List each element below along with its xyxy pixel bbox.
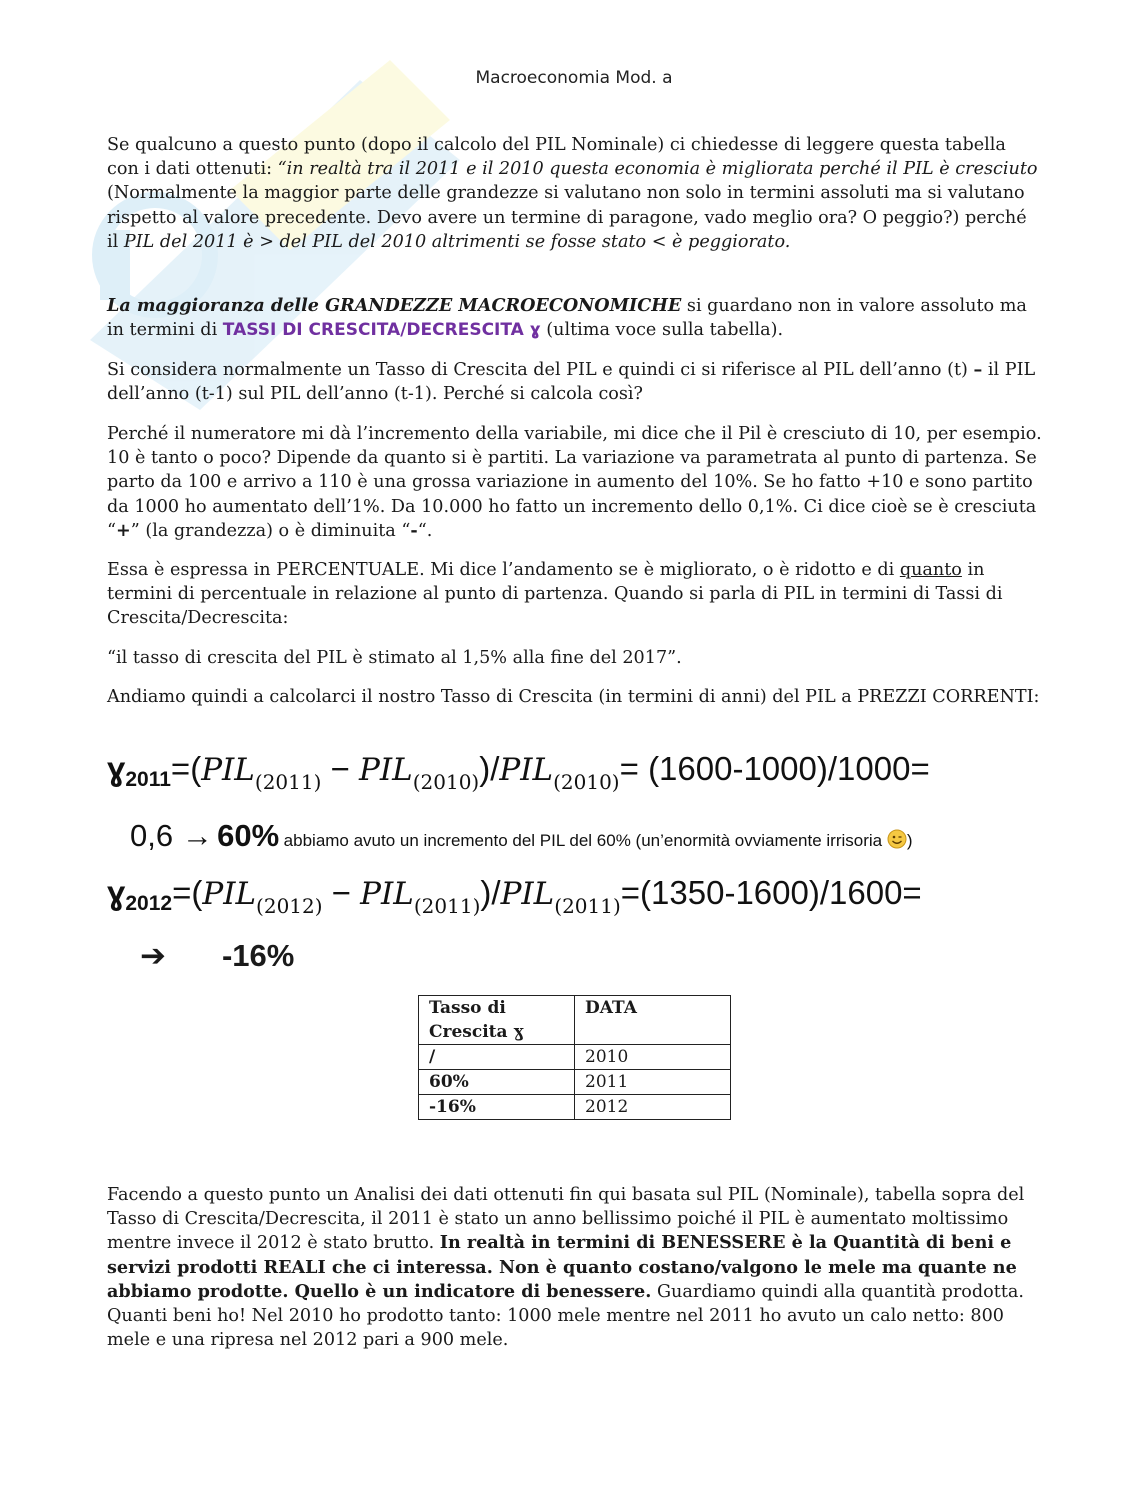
table-row: -16% 2012 [419,1095,731,1120]
paragraph-calculation-intro: Andiamo quindi a calcolarci il nostro Tasso di Crescita (in termini di anni) del PIL a PREZZI CORRENTI: [107,687,1040,707]
growth-rate-table [418,995,731,1120]
paragraph-numerator-explanation: Perché il numeratore mi dà l’incremento della variabile, mi dice che il Pil è cresciuto di 10, per esempio. 10 è tanto o poco? Dipende da quanto si è partiti. La variazione va parametrata al punto di partenza. Se parto da 100 e arrivo a 110 è una grossa variazione in aumento del 10%. Se ho fatto +10 e sono partito da 1000 ho aumentato dell’1%. Da 10.000 ho fatto un incremento dello 0,1%. Ci dice cioè se è cresciuta “+” (la grandezza) o è diminuita “-“. [107,424,1042,541]
paragraph-macro-quantities: La maggioranza delle GRANDEZZE MACROECONOMICHE si guardano non in valore assoluto ma in termini di TASSI DI CRESCITA/DECRESCITA ɣ (ultima voce sulla tabella). [107,295,1027,341]
paragraph-growth-rate-definition: Si considera normalmente un Tasso di Crescita del PIL e quindi ci si riferisce al PIL dell’anno (t) – il PIL dell’anno (t-1) sul PIL dell’anno (t-1). Perché si calcola così? [107,359,1036,405]
result-2012: ➔ -16% [140,938,295,973]
formula-growth-2011: $ɣ_{2011}=(PIL_{(2011)} - PIL_{(2010)})/PIL_{(2010)}= (1600-1000)/1000=$ [107,750,930,794]
page-header: Macroeconomia Mod. a [475,68,673,88]
arrow-right-icon: ➔ [140,938,166,973]
paragraph-quote: “il tasso di crescita del PIL è stimato al 1,5% alla fine del 2017”. [107,648,682,668]
table-header-rate: Tasso di Crescita ɣ [419,996,575,1045]
table-header-row [419,996,731,1045]
table-header-date: DATA [575,996,731,1045]
paragraph-percentage: Essa è espressa in PERCENTUALE. Mi dice l’andamento se è migliorato, o è ridotto e di quanto in termini di percentuale in relazione al punto di partenza. Quando si parla di PIL in termini di Tassi di Crescita/Decrescita: [107,560,1003,629]
formula-growth-2012: $ɣ_{2012}=(PIL_{(2012)} - PIL_{(2011)})/PIL_{(2011)}=(1350-1600)/1600=$ [107,874,922,918]
result-2011: 0,6 → 60% abbiamo avuto un incremento del PIL del 60% (un’enormità ovviamente irrisoria ) [130,818,913,853]
paragraph-intro: Se qualcuno a questo punto (dopo il calcolo del PIL Nominale) ci chiedesse di leggere questa tabella con i dati ottenuti: “in realtà tra il 2011 e il 2010 questa economia è migliorata perché il PIL è cresciuto (Normalmente la maggior parte delle grandezze si valutano non solo in termini assoluti ma si valutano rispetto al valore precedente. Devo avere un termine di paragone, vado meglio ora? O peggio?) perché il PIL del 2011 è > del PIL del 2010 altrimenti se fosse stato < è peggiorato. [107,135,1038,252]
paragraph-analysis: Facendo a questo punto un Analisi dei dati ottenuti fin qui basata sul PIL (Nominale), tabella sopra del Tasso di Crescita/Decrescita, il 2011 è stato un anno bellissimo poiché il PIL è aumentato moltissimo mentre invece il 2012 è stato brutto. In realtà in termini di BENESSERE è la Quantità di beni e servizi prodotti REALI che ci interessa. Non è quanto costano/valgono le mele ma quante ne abbiamo prodotte. Quello è un indicatore di benessere. Guardiamo quindi alla quantità prodotta. Quanti beni ho! Nel 2010 ho prodotto tanto: 1000 mele mentre nel 2011 ho avuto un calo netto: 800 mele e una ripresa nel 2012 pari a 900 mele. [107,1185,1025,1351]
table-row: / 2010 [419,1045,731,1070]
smiley-icon [887,829,907,849]
table-row: 60% 2011 [419,1070,731,1095]
